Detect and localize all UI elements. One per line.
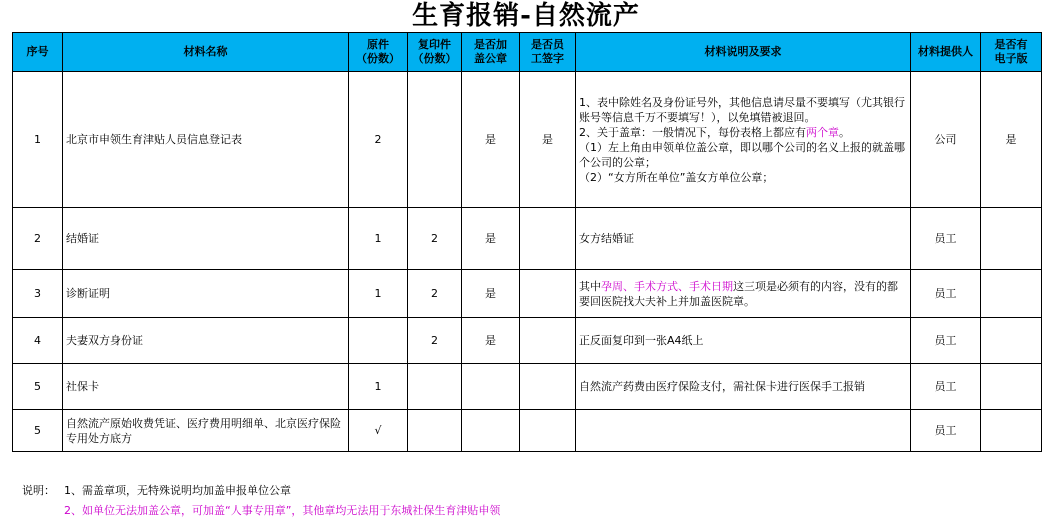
header-row — [13, 33, 1042, 72]
cell-desc — [576, 72, 911, 208]
cell-name: 结婚证 — [63, 208, 349, 270]
desc-text: 2、关于盖章：一般情况下，每份表格上都应有 — [579, 125, 806, 139]
desc-line — [579, 125, 907, 140]
desc-line: 1、表中除姓名及身份证号外，其他信息请尽量不要填写（尤其银行账号等信息千万不要填写！），以免填错被退回。 — [579, 95, 905, 124]
header-stamp: 是否加 盖公章 — [462, 33, 520, 72]
cell-copy — [408, 364, 462, 410]
cell-original: √ — [349, 410, 408, 452]
cell-desc — [576, 270, 911, 318]
cell-provider: 员工 — [911, 318, 981, 364]
cell-name: 夫妻双方身份证 — [63, 318, 349, 364]
header-sign: 是否员 工签字 — [520, 33, 576, 72]
cell-desc: 女方结婚证 — [576, 208, 911, 270]
cell-desc: 自然流产药费由医疗保险支付，需社保卡进行医保手工报销 — [576, 364, 911, 410]
note-line-2: 2、如单位无法加盖公章，可加盖“人事专用章”，其他章均无法用于东城社保生育津贴申领 — [64, 504, 501, 517]
cell-electronic — [981, 364, 1042, 410]
header-provider: 材料提供人 — [911, 33, 981, 72]
cell-stamp — [462, 410, 520, 452]
cell-stamp: 是 — [462, 72, 520, 208]
header-copy: 复印件 （份数） — [408, 33, 462, 72]
cell-sign — [520, 410, 576, 452]
cell-original: 1 — [349, 208, 408, 270]
table-row — [13, 208, 1042, 270]
desc-highlight: 两个章 — [806, 125, 839, 139]
table-row — [13, 318, 1042, 364]
desc-highlight: 孕周、手术方式、手术日期 — [601, 279, 733, 293]
cell-original: 1 — [349, 364, 408, 410]
note-line-1 — [22, 481, 500, 501]
cell-seq: 3 — [13, 270, 63, 318]
cell-stamp — [462, 364, 520, 410]
cell-seq: 5 — [13, 364, 63, 410]
cell-electronic: 是 — [981, 72, 1042, 208]
table-row — [13, 270, 1042, 318]
cell-original: 1 — [349, 270, 408, 318]
cell-provider: 员工 — [911, 270, 981, 318]
cell-seq: 5 — [13, 410, 63, 452]
cell-electronic — [981, 318, 1042, 364]
cell-stamp: 是 — [462, 318, 520, 364]
cell-copy: 2 — [408, 270, 462, 318]
materials-table — [12, 32, 1042, 452]
cell-name: 北京市申领生育津贴人员信息登记表 — [63, 72, 349, 208]
cell-sign — [520, 364, 576, 410]
notes — [22, 481, 500, 521]
cell-original: 2 — [349, 72, 408, 208]
cell-electronic — [981, 410, 1042, 452]
cell-name: 社保卡 — [63, 364, 349, 410]
cell-seq: 4 — [13, 318, 63, 364]
table-row — [13, 410, 1042, 452]
desc-line: （2）“女方所在单位”盖女方单位公章； — [579, 170, 774, 184]
cell-copy — [408, 72, 462, 208]
cell-provider: 员工 — [911, 208, 981, 270]
cell-desc — [576, 410, 911, 452]
header-seq: 序号 — [13, 33, 63, 72]
cell-stamp: 是 — [462, 208, 520, 270]
cell-seq: 1 — [13, 72, 63, 208]
cell-electronic — [981, 208, 1042, 270]
cell-electronic — [981, 270, 1042, 318]
table-row — [13, 72, 1042, 208]
cell-provider: 公司 — [911, 72, 981, 208]
desc-text: 其中 — [579, 279, 601, 293]
cell-copy: 2 — [408, 208, 462, 270]
header-electronic: 是否有 电子版 — [981, 33, 1042, 72]
cell-sign: 是 — [520, 72, 576, 208]
cell-seq: 2 — [13, 208, 63, 270]
cell-name: 自然流产原始收费凭证、医疗费用明细单、北京医疗保险专用处方底方 — [63, 410, 349, 452]
desc-line: （1）左上角由申领单位盖公章，即以哪个公司的名义上报的就盖哪个公司的公章； — [579, 140, 905, 169]
cell-name: 诊断证明 — [63, 270, 349, 318]
note-text: 1、需盖章项，无特殊说明均加盖申报单位公章 — [64, 484, 291, 497]
cell-original — [349, 318, 408, 364]
cell-copy — [408, 410, 462, 452]
header-original: 原件 （份数） — [349, 33, 408, 72]
notes-label: 说明： — [22, 484, 55, 497]
header-name: 材料名称 — [63, 33, 349, 72]
cell-sign — [520, 270, 576, 318]
cell-sign — [520, 208, 576, 270]
cell-sign — [520, 318, 576, 364]
header-desc: 材料说明及要求 — [576, 33, 911, 72]
cell-desc: 正反面复印到一张A4纸上 — [576, 318, 911, 364]
page-title: 生育报销-自然流产 — [412, 1, 640, 31]
cell-provider: 员工 — [911, 364, 981, 410]
desc-text: 。 — [839, 125, 850, 139]
cell-stamp: 是 — [462, 270, 520, 318]
cell-copy: 2 — [408, 318, 462, 364]
table-row — [13, 364, 1042, 410]
desc-text: 这三项是必须有的内容，没有的都要回医院找大夫补上并加盖医院章。 — [579, 279, 898, 308]
cell-provider: 员工 — [911, 410, 981, 452]
